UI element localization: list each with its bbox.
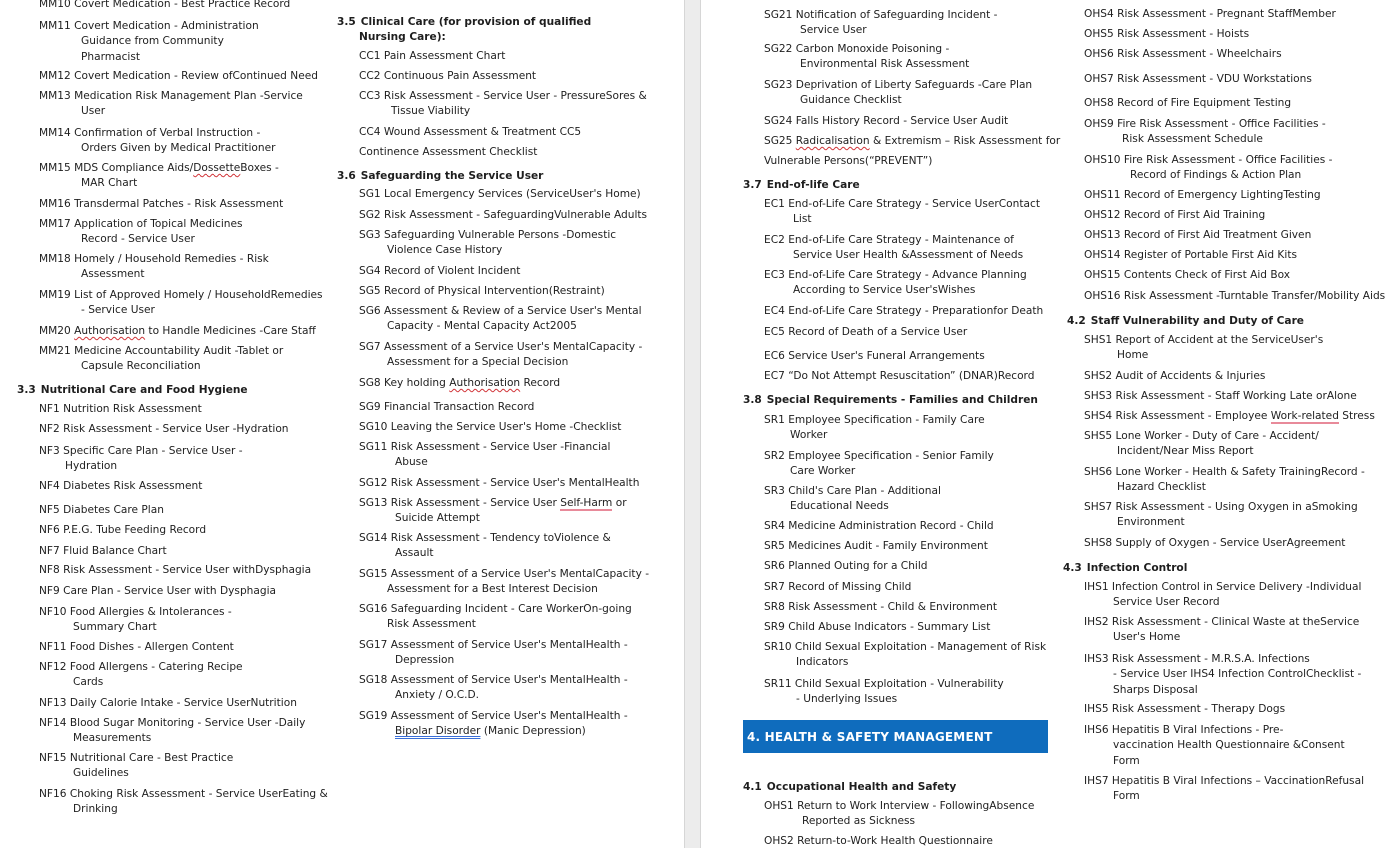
toc-entry: SR7 Record of Missing Child (764, 581, 912, 593)
toc-entry: MM17 Application of Topical Medicines Record - Service User (39, 218, 243, 246)
section-heading: 4.3 Infection Control (1063, 562, 1188, 574)
toc-entry: SG22 Carbon Monoxide Poisoning - Environmental Risk Assessment (764, 43, 970, 71)
document-page-right (701, 0, 1392, 848)
section-heading: 3.8 Special Requirements - Families and Children (743, 394, 1038, 406)
highlighted-term: Work-related (1270, 410, 1339, 422)
toc-entry: SR10 Child Sexual Exploitation - Management of Risk Indicators (764, 641, 1047, 669)
toc-entry: MM11 Covert Medication - Administration Guidance from Community Pharmacist (39, 20, 259, 63)
toc-entry: EC2 End-of-Life Care Strategy - Maintenance of Service User Health &Assessment of Needs (764, 234, 1024, 262)
toc-entry: SG16 Safeguarding Incident - Care WorkerOn-going Risk Assessment (359, 603, 632, 631)
toc-entry: CC1 Pain Assessment Chart (359, 50, 506, 62)
toc-entry: SG10 Leaving the Service User's Home -Checklist (359, 421, 622, 433)
toc-entry: IHS1 Infection Control in Service Delivery -Individual Service User Record (1084, 581, 1362, 609)
toc-entry: EC7 “Do Not Attempt Resuscitation” (DNAR)Record (764, 370, 1035, 382)
toc-entry: NF8 Risk Assessment - Service User withDysphagia (39, 564, 312, 576)
toc-entry: SG2 Risk Assessment - SafeguardingVulnerable Adults (359, 209, 648, 221)
section-heading: 3.7 End-of-life Care (743, 179, 860, 191)
toc-entry: NF10 Food Allergies & Intolerances - Summary Chart (39, 606, 232, 634)
section-heading: 3.5 Clinical Care (for provision of qualified Nursing Care): (337, 16, 592, 44)
toc-entry: OHS6 Risk Assessment - Wheelchairs (1084, 48, 1282, 60)
toc-entry: OHS8 Record of Fire Equipment Testing (1084, 97, 1292, 109)
toc-entry: SR2 Employee Specification - Senior Family Care Worker (764, 450, 994, 478)
toc-entry: OHS2 Return-to-Work Health Questionnaire (764, 835, 993, 847)
toc-entry: NF2 Risk Assessment - Service User -Hydration (39, 423, 289, 435)
highlighted-term: Self-Harm (560, 497, 613, 509)
toc-entry: SG4 Record of Violent Incident (359, 265, 521, 277)
toc-entry: SG24 Falls History Record - Service User Audit (764, 115, 1009, 127)
toc-entry: EC5 Record of Death of a Service User (764, 326, 968, 338)
toc-entry: MM21 Medicine Accountability Audit -Tablet or Capsule Reconciliation (39, 345, 284, 373)
toc-entry: CC2 Continuous Pain Assessment (359, 70, 537, 82)
document-page-left (0, 0, 684, 848)
toc-entry: SHS6 Lone Worker - Health & Safety TrainingRecord - Hazard Checklist (1084, 466, 1365, 494)
toc-entry: SR6 Planned Outing for a Child (764, 560, 928, 572)
toc-entry: MM19 List of Approved Homely / HouseholdRemedies - Service User (39, 289, 323, 317)
toc-entry: NF7 Fluid Balance Chart (39, 545, 167, 557)
toc-entry: SG13 Risk Assessment - Service User Self-Harm or Suicide Attempt (359, 497, 627, 525)
toc-entry: SHS7 Risk Assessment - Using Oxygen in aSmoking Environment (1084, 501, 1358, 529)
toc-entry: EC6 Service User's Funeral Arrangements (764, 350, 985, 362)
toc-entry: SR3 Child's Care Plan - Additional Educational Needs (764, 485, 941, 513)
toc-entry: MM12 Covert Medication - Review ofContinued Need (39, 70, 318, 82)
toc-entry: SG3 Safeguarding Vulnerable Persons -Domestic Violence Case History (359, 229, 617, 257)
toc-entry: OHS13 Record of First Aid Treatment Given (1084, 229, 1312, 241)
toc-entry: SR9 Child Abuse Indicators - Summary List (764, 621, 991, 633)
toc-entry: OHS5 Risk Assessment - Hoists (1084, 28, 1250, 40)
toc-entry: SG25 Radicalisation & Extremism – Risk Assessment for (764, 135, 1061, 147)
toc-entry: NF15 Nutritional Care - Best Practice Guidelines (39, 752, 234, 780)
section-heading: 4.1 Occupational Health and Safety (743, 781, 957, 793)
toc-entry: SG19 Assessment of Service User's MentalHealth - Bipolar Disorder (Manic Depression) (359, 710, 628, 738)
section-4-banner: 4. HEALTH & SAFETY MANAGEMENT (743, 720, 1048, 753)
toc-entry: NF12 Food Allergens - Catering Recipe Cards (39, 661, 243, 689)
toc-entry: NF13 Daily Calorie Intake - Service UserNutrition (39, 697, 297, 709)
toc-entry: NF16 Choking Risk Assessment - Service UserEating & Drinking (39, 788, 328, 816)
toc-entry: SR4 Medicine Administration Record - Child (764, 520, 994, 532)
spelling-flag: Authorisation (74, 325, 146, 337)
toc-entry: OHS14 Register of Portable First Aid Kits (1084, 249, 1297, 261)
toc-entry: MM14 Confirmation of Verbal Instruction - Orders Given by Medical Practitioner (39, 127, 276, 155)
toc-entry: SR5 Medicines Audit - Family Environment (764, 540, 988, 552)
toc-entry: NF1 Nutrition Risk Assessment (39, 403, 202, 415)
toc-entry: SG11 Risk Assessment - Service User -Financial Abuse (359, 441, 611, 469)
toc-entry: CC4 Wound Assessment & Treatment CC5 (359, 126, 582, 138)
toc-entry: SG21 Notification of Safeguarding Incident - Service User (764, 9, 998, 37)
spelling-flag: Authorisation (449, 377, 521, 389)
toc-entry: CC3 Risk Assessment - Service User - PressureSores & Tissue Viability (359, 90, 647, 118)
toc-entry: SG23 Deprivation of Liberty Safeguards -Care Plan Guidance Checklist (764, 79, 1033, 107)
toc-entry: MM15 MDS Compliance Aids/DossetteBoxes - MAR Chart (39, 162, 279, 190)
toc-entry: IHS3 Risk Assessment - M.R.S.A. Infections - Service User IHS4 Infection ControlChecklist - Sharps Disposal (1084, 653, 1362, 696)
toc-entry: SG14 Risk Assessment - Tendency toViolence & Assault (359, 532, 611, 560)
toc-entry: MM13 Medication Risk Management Plan -Service User (39, 90, 303, 118)
toc-entry: SG1 Local Emergency Services (ServiceUser's Home) (359, 188, 641, 200)
toc-entry: OHS10 Fire Risk Assessment - Office Facilities - Record of Findings & Action Plan (1084, 154, 1333, 182)
toc-entry: SHS3 Risk Assessment - Staff Working Late orAlone (1084, 390, 1357, 402)
toc-entry: OHS12 Record of First Aid Training (1084, 209, 1266, 221)
toc-entry: Continence Assessment Checklist (359, 146, 538, 158)
toc-entry: NF4 Diabetes Risk Assessment (39, 480, 203, 492)
toc-entry: IHS2 Risk Assessment - Clinical Waste at theService User's Home (1084, 616, 1360, 644)
toc-entry: Vulnerable Persons(“PREVENT”) (764, 155, 933, 167)
toc-entry: SHS2 Audit of Accidents & Injuries (1084, 370, 1266, 382)
toc-entry: NF11 Food Dishes - Allergen Content (39, 641, 234, 653)
spelling-flag: Dossette (193, 162, 241, 174)
toc-entry: MM10 Covert Medication - Best Practice Record (39, 0, 291, 10)
toc-entry: SR8 Risk Assessment - Child & Environment (764, 601, 997, 613)
toc-entry: NF5 Diabetes Care Plan (39, 504, 164, 516)
toc-entry: EC4 End-of-Life Care Strategy - Preparationfor Death (764, 305, 1044, 317)
toc-entry: SG6 Assessment & Review of a Service User's Mental Capacity - Mental Capacity Act2005 (359, 305, 642, 333)
section-heading: 4.2 Staff Vulnerability and Duty of Care (1067, 315, 1304, 327)
toc-entry: SHS1 Report of Accident at the ServiceUser's Home (1084, 334, 1324, 362)
toc-entry: OHS11 Record of Emergency LightingTesting (1084, 189, 1321, 201)
toc-entry: MM20 Authorisation to Handle Medicines -Care Staff (39, 325, 316, 337)
toc-entry: SR11 Child Sexual Exploitation - Vulnerability - Underlying Issues (764, 678, 1004, 706)
toc-entry: OHS4 Risk Assessment - Pregnant StaffMember (1084, 8, 1336, 20)
toc-entry: MM16 Transdermal Patches - Risk Assessment (39, 198, 284, 210)
toc-entry: IHS6 Hepatitis B Viral Infections - Pre- vaccination Health Questionnaire &Consent Form (1084, 724, 1345, 767)
toc-entry: NF9 Care Plan - Service User with Dysphagia (39, 585, 277, 597)
spelling-flag: Radicalisation (795, 135, 870, 147)
toc-entry: IHS5 Risk Assessment - Therapy Dogs (1084, 703, 1286, 715)
toc-entry: SHS8 Supply of Oxygen - Service UserAgreement (1084, 537, 1346, 549)
toc-entry: SHS4 Risk Assessment - Employee Work-related Stress (1084, 410, 1375, 422)
toc-entry: EC1 End-of-Life Care Strategy - Service UserContact List (764, 198, 1040, 226)
toc-entry: OHS15 Contents Check of First Aid Box (1084, 269, 1291, 281)
toc-entry: SG17 Assessment of Service User's MentalHealth - Depression (359, 639, 628, 667)
page-gap (684, 0, 701, 848)
section-heading: 3.3 Nutritional Care and Food Hygiene (17, 384, 248, 396)
toc-entry: OHS16 Risk Assessment -Turntable Transfer/Mobility Aids (1084, 290, 1386, 302)
toc-entry: SHS5 Lone Worker - Duty of Care - Accident/ Incident/Near Miss Report (1084, 430, 1319, 458)
toc-entry: SG7 Assessment of a Service User's MentalCapacity - Assessment for a Special Decision (359, 341, 643, 369)
toc-entry: SG5 Record of Physical Intervention(Restraint) (359, 285, 605, 297)
toc-entry: OHS9 Fire Risk Assessment - Office Facilities - Risk Assessment Schedule (1084, 118, 1326, 146)
toc-entry: NF6 P.E.G. Tube Feeding Record (39, 524, 207, 536)
toc-entry: SR1 Employee Specification - Family Care Worker (764, 414, 985, 442)
toc-entry: SG8 Key holding Authorisation Record (359, 377, 561, 389)
toc-entry: EC3 End-of-Life Care Strategy - Advance Planning According to Service User'sWishes (764, 269, 1027, 297)
toc-entry: SG18 Assessment of Service User's MentalHealth - Anxiety / O.C.D. (359, 674, 628, 702)
toc-entry: OHS7 Risk Assessment - VDU Workstations (1084, 73, 1312, 85)
grammar-flag: Bipolar Disorder (395, 725, 481, 738)
toc-entry: OHS1 Return to Work Interview - FollowingAbsence Reported as Sickness (764, 800, 1035, 828)
toc-entry: IHS7 Hepatitis B Viral Infections – VaccinationRefusal Form (1084, 775, 1365, 803)
toc-entry: SG15 Assessment of a Service User's MentalCapacity - Assessment for a Best Interest Decision (359, 568, 650, 596)
toc-entry: NF14 Blood Sugar Monitoring - Service User -Daily Measurements (39, 717, 306, 745)
toc-entry: SG12 Risk Assessment - Service User's MentalHealth (359, 477, 640, 489)
toc-entry: SG9 Financial Transaction Record (359, 401, 535, 413)
toc-entry: MM18 Homely / Household Remedies - Risk Assessment (39, 253, 269, 281)
section-heading: 3.6 Safeguarding the Service User (337, 170, 544, 182)
toc-entry: NF3 Specific Care Plan - Service User - Hydration (39, 445, 243, 473)
